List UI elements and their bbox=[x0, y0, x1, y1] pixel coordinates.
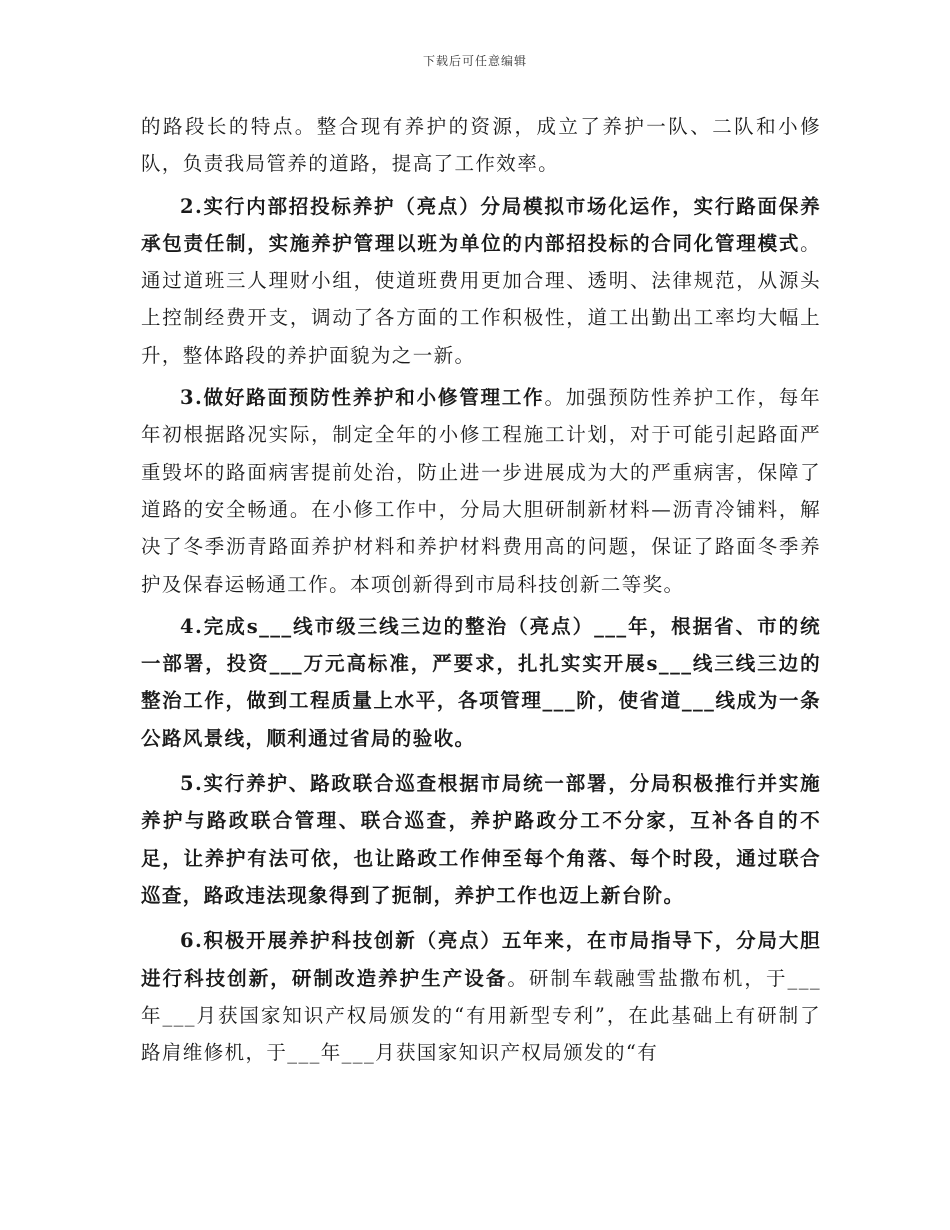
paragraph-5 bbox=[141, 765, 821, 914]
paragraph-3-heading: 3.做好路面预防性养护和小修管理工作 bbox=[180, 386, 545, 410]
document-body bbox=[141, 108, 821, 1076]
paragraph-6-heading: 6.积极开展养护科技创新（亮点）五年来，在市局指导下，分局大胆进行科技创新，研制改造养护生产设备 bbox=[141, 929, 821, 990]
paragraph-1-text: 的路段长的特点。整合现有养护的资源，成立了养护一队、二队和小修队，负责我局管养的道路，提高了工作效率。 bbox=[141, 115, 821, 176]
paragraph-5-heading: 5.实行养护、路政联合巡查根据市局统一部署，分局积极推行并实施养护与路政联合管理、联合巡查，养护路政分工不分家，互补各自的不足，让养护有法可依，也让路政工作伸至每个角落、每个时段，通过联合巡查，路政违法现象得到了扼制，养护工作也迈上新台阶。 bbox=[141, 772, 821, 907]
page-header: 下载后可任意编辑 bbox=[422, 54, 527, 68]
paragraph-1 bbox=[141, 108, 821, 183]
paragraph-2 bbox=[141, 188, 821, 374]
paragraph-3-text: 。加强预防性养护工作，每年年初根据路况实际，制定全年的小修工程施工计划，对于可能引起路面严重毁坏的路面病害提前处治，防止进一步进展成为大的严重病害，保障了道路的安全畅通。在小修工作中，分局大胆研制新材料—沥青冷铺料，解决了冬季沥青路面养护材料和养护材料费用高的问题，保证了路面冬季养护及保春运畅通工作。本项创新得到市局科技创新二等奖。 bbox=[141, 386, 821, 596]
paragraph-3 bbox=[141, 379, 821, 603]
paragraph-6 bbox=[141, 922, 821, 1071]
paragraph-4-heading: 4.完成s___线市级三线三边的整治（亮点）___年，根据省、市的统一部署，投资___万元高标准，严要求，扎扎实实开展s___线三线三边的整治工作，做到工程质量上水平，各项管理___阶，使省道___线成为一条公路风景线，顺利通过省局的验收。 bbox=[141, 614, 821, 750]
paragraph-6-text: 。研制车载融雪盐撒布机，于___年___月获国家知识产权局颁发的“有用新型专利”，在此基础上有研制了路肩维修机，于___年___月获国家知识产权局颁发的“有 bbox=[141, 966, 821, 1065]
paragraph-4 bbox=[141, 608, 821, 757]
paragraph-2-heading: 2.实行内部招投标养护（亮点）分局模拟市场化运作，实行路面保养承包责任制，实施养护管理以班为单位的内部招投标的合同化管理模式 bbox=[141, 194, 821, 255]
paragraph-2-text: 。通过道班三人理财小组，使道班费用更加合理、透明、法律规范，从源头上控制经费开支，调动了各方面的工作积极性，道工出勤出工率均大幅上升，整体路段的养护面貌为之一新。 bbox=[141, 231, 821, 367]
